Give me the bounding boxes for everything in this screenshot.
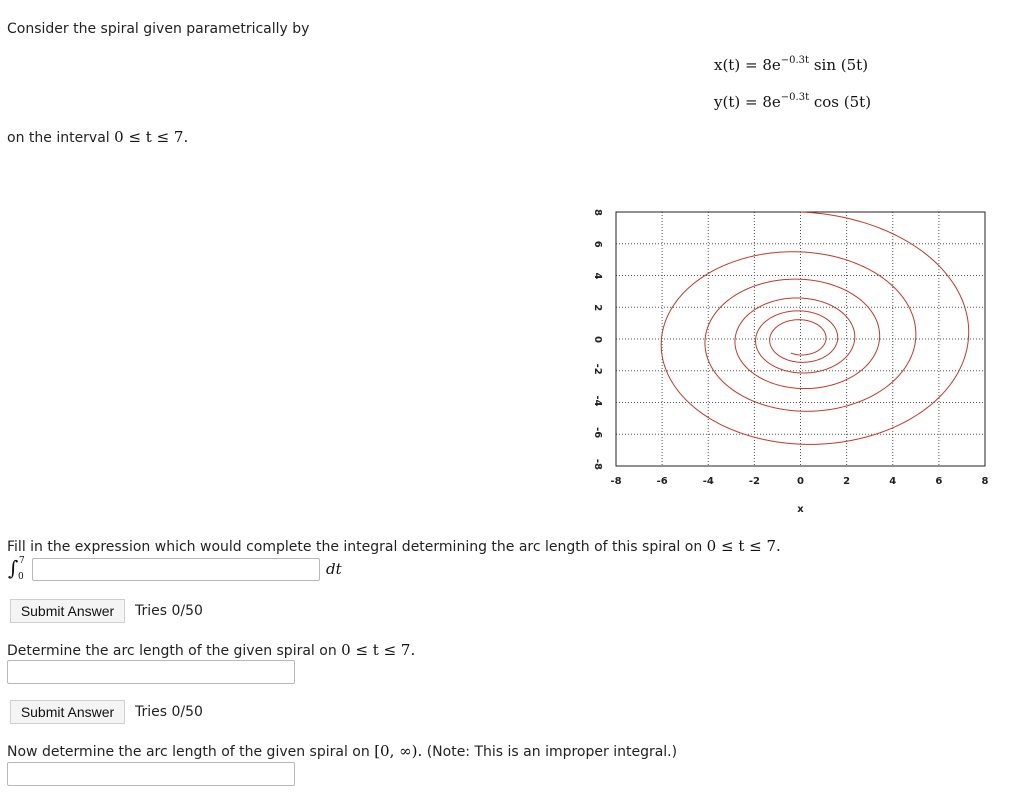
interval-math: 0 ≤ t ≤ 7. <box>114 128 189 146</box>
y-tick-label: 4 <box>592 272 603 280</box>
spiral-chart <box>580 195 1000 520</box>
q3-note: (Note: This is an improper integral.) <box>426 744 678 760</box>
x-axis-label: x <box>797 504 804 515</box>
y-tick-label: 2 <box>592 304 603 312</box>
q2-prompt: Determine the arc length of the given spiral on <box>7 643 337 659</box>
y-tick-label: -4 <box>592 395 603 407</box>
y-coef: 8e <box>762 93 781 111</box>
x-exponent: −0.3t <box>780 55 810 66</box>
arc-length-input[interactable] <box>7 660 295 684</box>
x-coef: 8e <box>762 56 781 74</box>
y-func: cos (5t) <box>813 93 872 111</box>
q3-interval: [0, ∞). <box>374 742 423 760</box>
x-func: sin (5t) <box>813 56 869 74</box>
tries-counter-2: Tries 0/50 <box>135 704 203 720</box>
y-exponent: −0.3t <box>780 92 810 103</box>
y-tick-label: -6 <box>592 427 603 439</box>
q2-interval: 0 ≤ t ≤ 7. <box>341 641 416 659</box>
integral-lower: 0 <box>18 572 24 582</box>
submit-answer-button-2[interactable]: Submit Answer <box>10 700 125 724</box>
q3-prompt-line <box>7 742 677 760</box>
x-tick-label: 0 <box>797 476 804 487</box>
interval-text: on the interval <box>7 130 110 146</box>
y-tick-label: -8 <box>592 458 603 470</box>
x-equals: = <box>744 56 758 74</box>
q1-prompt-line <box>7 537 781 555</box>
integral-sign: ∫ <box>8 556 19 580</box>
x-tick-label: -4 <box>702 476 714 487</box>
y-tick-label: -2 <box>592 363 603 375</box>
equation-x <box>714 56 868 74</box>
submit-answer-button-1[interactable]: Submit Answer <box>10 599 125 623</box>
y-tick-label: 0 <box>592 336 603 343</box>
intro-text: Consider the spiral given parametrically by <box>7 21 310 37</box>
dt-label: dt <box>326 560 342 578</box>
grid-lines <box>616 212 985 466</box>
x-tick-label: -2 <box>748 476 760 487</box>
tries-counter-1: Tries 0/50 <box>135 603 203 619</box>
spiral-curve <box>661 212 969 444</box>
y-tick-label: 8 <box>592 209 603 216</box>
x-tick-label: 8 <box>981 476 989 487</box>
q1-prompt: Fill in the expression which would complete the integral determining the arc length of this spiral on <box>7 539 703 555</box>
q2-prompt-line <box>7 641 415 659</box>
q3-prompt: Now determine the arc length of the given spiral on <box>7 744 370 760</box>
q1-interval: 0 ≤ t ≤ 7. <box>706 537 781 555</box>
improper-arc-length-input[interactable] <box>7 762 295 786</box>
integral-upper: 7 <box>19 556 25 566</box>
x-tick-label: 4 <box>889 476 897 487</box>
x-tick-label: -6 <box>656 476 668 487</box>
tick-labels <box>592 209 989 487</box>
equation-y <box>714 93 871 111</box>
y-lhs: y(t) <box>714 93 741 111</box>
y-equals: = <box>745 93 758 111</box>
x-lhs: x(t) <box>714 56 741 74</box>
y-tick-label: 6 <box>592 240 603 248</box>
x-tick-label: 2 <box>843 476 851 487</box>
integrand-input[interactable] <box>32 558 320 581</box>
interval-line <box>7 128 188 146</box>
x-tick-label: 6 <box>935 476 943 487</box>
x-tick-label: -8 <box>610 476 622 487</box>
